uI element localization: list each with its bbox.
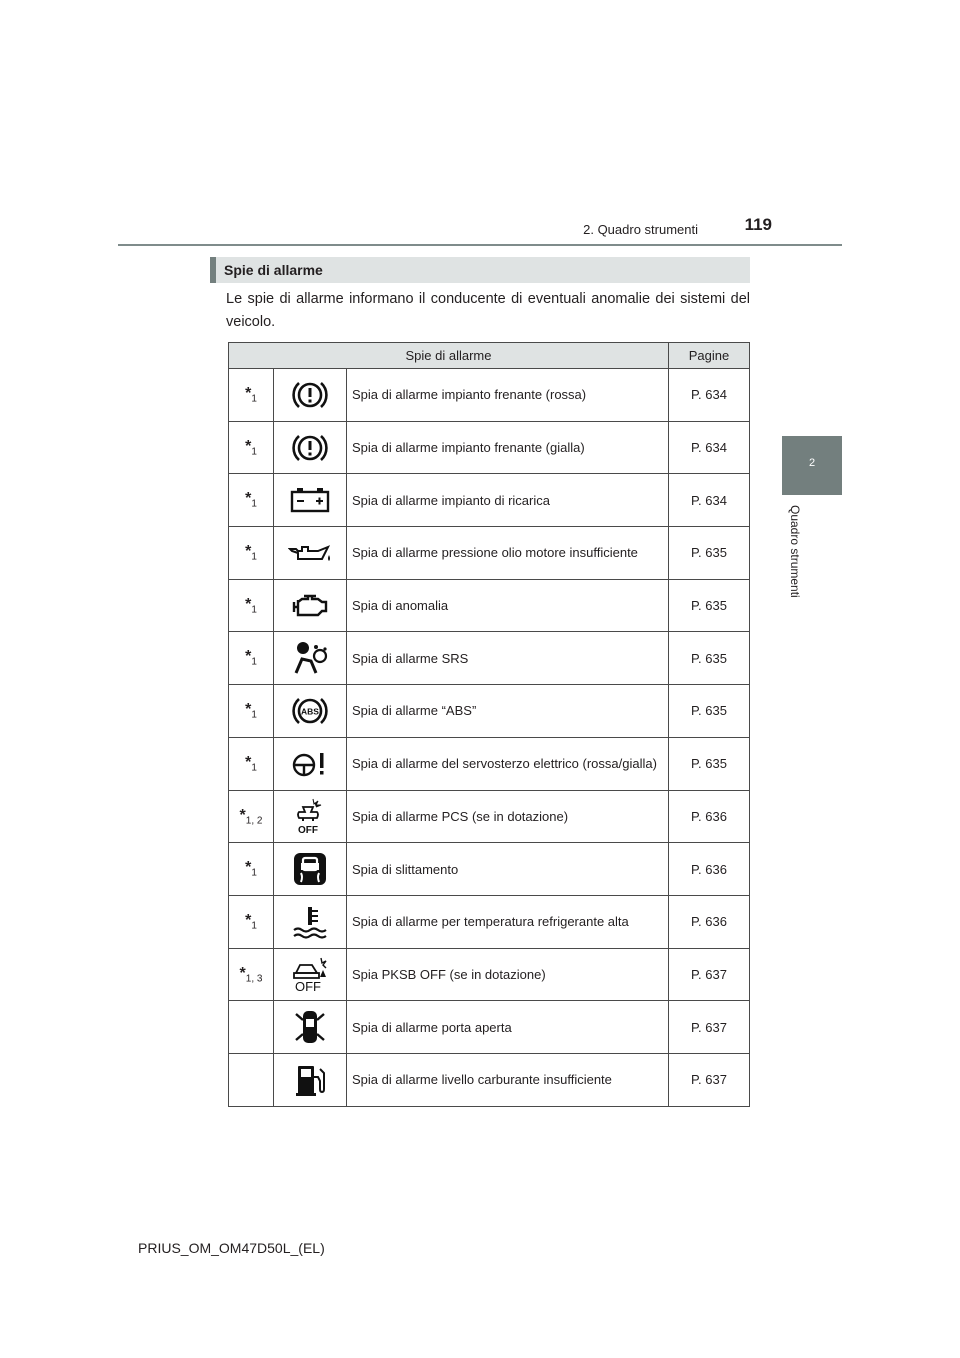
row-footnote <box>229 948 274 1001</box>
row-footnote <box>229 1053 274 1106</box>
brake-warning-icon-yellow <box>274 421 347 474</box>
page-reference: P. 637 <box>669 1001 750 1054</box>
brake-warning-icon-red <box>274 369 347 422</box>
warning-light-description: Spia di allarme impianto frenante (rossa) <box>347 369 669 422</box>
table-row <box>229 527 750 580</box>
footnote-star: * <box>245 437 252 455</box>
row-footnote <box>229 685 274 738</box>
abs-icon <box>274 685 347 738</box>
icon-off-label: OFF <box>298 825 318 837</box>
footnote-number: 1, 3 <box>245 972 263 984</box>
table-row <box>229 685 750 738</box>
footnote-star: * <box>245 595 252 613</box>
column-header-lights: Spie di allarme <box>229 343 669 369</box>
page-reference: P. 635 <box>669 685 750 738</box>
footnote-number: 1, 2 <box>245 814 263 826</box>
page-reference: P. 634 <box>669 421 750 474</box>
page-reference: P. 636 <box>669 790 750 843</box>
warning-light-description: Spia PKSB OFF (se in dotazione) <box>347 948 669 1001</box>
row-footnote <box>229 790 274 843</box>
warning-light-description: Spia di allarme porta aperta <box>347 1001 669 1054</box>
table-row <box>229 1001 750 1054</box>
footnote-star: * <box>245 701 252 719</box>
icon-off-label: OFF <box>295 979 321 994</box>
footnote-star: * <box>245 859 252 877</box>
footnote-number: 1 <box>251 604 257 616</box>
footnote-number: 1 <box>251 920 257 932</box>
row-footnote <box>229 843 274 896</box>
row-footnote <box>229 474 274 527</box>
page-reference: P. 637 <box>669 1053 750 1106</box>
header-section-title: 2. Quadro strumenti <box>583 222 698 237</box>
section-heading-accent <box>210 257 216 283</box>
engine-icon <box>274 579 347 632</box>
table-row <box>229 632 750 685</box>
table-row <box>229 421 750 474</box>
page-number: 119 <box>744 215 772 234</box>
warning-light-description: Spia di allarme “ABS” <box>347 685 669 738</box>
battery-icon <box>274 474 347 527</box>
warning-light-description: Spia di allarme per temperatura refrigerante alta <box>347 895 669 948</box>
footnote-number: 1 <box>251 551 257 563</box>
footnote-star: * <box>239 806 246 824</box>
warning-light-description: Spia di allarme PCS (se in dotazione) <box>347 790 669 843</box>
table-row <box>229 948 750 1001</box>
footnote-star: * <box>245 648 252 666</box>
warning-light-description: Spia di allarme pressione olio motore insufficiente <box>347 527 669 580</box>
page-reference: P. 635 <box>669 527 750 580</box>
footnote-number: 1 <box>251 393 257 405</box>
power-steering-icon <box>274 737 347 790</box>
section-title: Spie di allarme <box>224 262 323 278</box>
row-footnote <box>229 527 274 580</box>
svg-text:ABS: ABS <box>301 706 319 717</box>
coolant-temperature-icon <box>274 895 347 948</box>
page-reference: P. 635 <box>669 579 750 632</box>
page-reference: P. 636 <box>669 895 750 948</box>
footnote-star: * <box>245 490 252 508</box>
footnote-star: * <box>245 543 252 561</box>
footnote-number: 1 <box>251 656 257 668</box>
column-header-pages: Pagine <box>669 343 750 369</box>
table-row <box>229 737 750 790</box>
page-reference: P. 634 <box>669 369 750 422</box>
page-reference: P. 635 <box>669 632 750 685</box>
door-open-icon <box>274 1001 347 1054</box>
footnote-number: 1 <box>251 867 257 879</box>
fuel-icon <box>274 1053 347 1106</box>
table-row <box>229 579 750 632</box>
footnote-star: * <box>245 911 252 929</box>
warning-light-description: Spia di allarme impianto di ricarica <box>347 474 669 527</box>
warning-light-description: Spia di allarme impianto frenante (gialla) <box>347 421 669 474</box>
chapter-tab-number: 2 <box>808 457 816 469</box>
table-row <box>229 895 750 948</box>
page-reference: P. 635 <box>669 737 750 790</box>
row-footnote <box>229 579 274 632</box>
oil-can-icon <box>274 527 347 580</box>
table-row <box>229 843 750 896</box>
table-row <box>229 1053 750 1106</box>
warning-lights-table <box>228 342 750 1107</box>
footnote-star: * <box>239 964 246 982</box>
pksb-off-icon <box>274 948 347 1001</box>
warning-light-description: Spia di allarme SRS <box>347 632 669 685</box>
footnote-star: * <box>245 753 252 771</box>
warning-light-description: Spia di slittamento <box>347 843 669 896</box>
footnote-star: * <box>245 385 252 402</box>
intro-paragraph: Le spie di allarme informano il conducente di eventuali anomalie dei sistemi del veicolo. <box>226 291 750 330</box>
row-footnote <box>229 421 274 474</box>
header-rule <box>118 244 842 246</box>
footnote-number: 1 <box>251 498 257 510</box>
warning-light-description: Spia di allarme del servosterzo elettrico (rossa/gialla) <box>347 737 669 790</box>
row-footnote <box>229 369 274 422</box>
table-row <box>229 790 750 843</box>
page-reference: P. 634 <box>669 474 750 527</box>
chapter-tab-label: Quadro strumenti <box>788 505 802 598</box>
row-footnote <box>229 632 274 685</box>
warning-light-description: Spia di allarme livello carburante insufficiente <box>347 1053 669 1106</box>
warning-light-description: Spia di anomalia <box>347 579 669 632</box>
document-code: PRIUS_OM_OM47D50L_(EL) <box>138 1240 325 1256</box>
airbag-icon <box>274 632 347 685</box>
footnote-number: 1 <box>251 762 257 774</box>
footnote-number: 1 <box>251 446 257 458</box>
slip-icon <box>274 843 347 896</box>
row-footnote <box>229 1001 274 1054</box>
row-footnote <box>229 895 274 948</box>
table-row <box>229 474 750 527</box>
pcs-off-icon <box>274 790 347 843</box>
table-row <box>229 369 750 422</box>
page-reference: P. 636 <box>669 843 750 896</box>
page-reference: P. 637 <box>669 948 750 1001</box>
row-footnote <box>229 737 274 790</box>
footnote-number: 1 <box>251 709 257 721</box>
table-header-row <box>229 343 750 369</box>
